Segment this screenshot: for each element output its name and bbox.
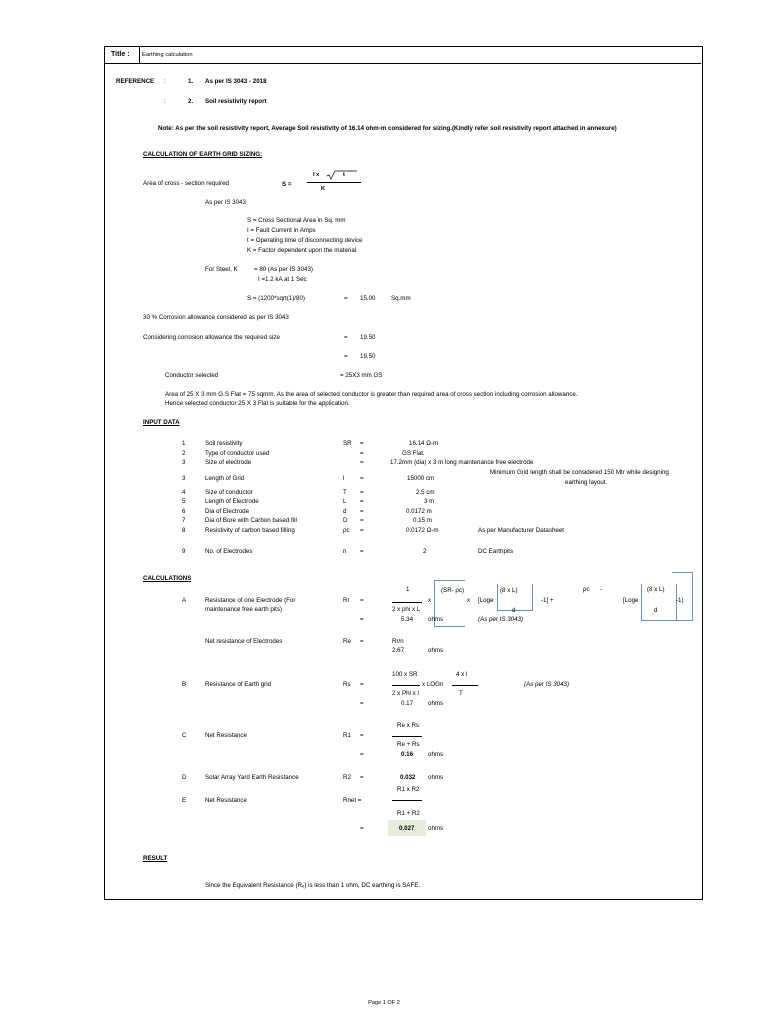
calc-b-label: Resistance of Earth grid: [205, 681, 272, 688]
input-eq: =: [360, 517, 364, 524]
calc-b-value: 0.17: [401, 700, 414, 707]
input-num: 7: [182, 517, 186, 524]
calc-a-rho: ρc: [583, 586, 590, 593]
input-label: Dia of Bore with Carbon based fill: [205, 517, 297, 524]
result-text: Since the Equivalent Resistance (Rₑ) is less than 1 ohm, DC earthing is SAFE.: [205, 882, 421, 889]
input-value: 2.5 cm: [416, 489, 435, 496]
required-size-value: 19.50: [360, 334, 376, 341]
calc-a-len1: (8 x L): [500, 587, 518, 594]
sqrt-icon: [326, 170, 358, 180]
input-label: Resistivity of carbon based filling: [205, 527, 295, 534]
required-size-value-2: 19.50: [360, 353, 376, 360]
input-symbol: T: [343, 489, 347, 496]
input-num: 9: [182, 548, 186, 555]
calc-b-num: 100 x SR: [392, 671, 418, 678]
input-num: 4: [182, 489, 186, 496]
input-num: 2: [182, 450, 186, 457]
calc-c-unit: ohms: [428, 751, 444, 758]
title-bar: [104, 46, 701, 64]
reference-num-2: 2.: [188, 98, 194, 105]
calc-d-unit: ohms: [428, 774, 444, 781]
calc-a-symbol: Rr: [343, 597, 350, 604]
calc-d-value: 0.032: [400, 774, 416, 781]
input-num: 6: [182, 508, 186, 515]
as-per-is: As per IS 3043: [205, 199, 246, 206]
required-eq-2: =: [344, 353, 348, 360]
calc-d-symbol: R2: [343, 774, 351, 781]
calc-b-eq: =: [360, 681, 364, 688]
title-value: Earthing calculation: [142, 52, 193, 58]
calc-re-value: 2.67: [392, 647, 405, 654]
calculations-heading: CALCULATIONS: [143, 575, 192, 582]
calc-c-den: Re + Rs: [397, 741, 420, 748]
reference-item-2: Soil resistivity report: [205, 98, 267, 105]
calc-a-label-2: maintenance free earth pits): [205, 606, 283, 613]
input-label: No. of Electrodes: [205, 548, 253, 555]
input-label: Soil resistivity: [205, 440, 243, 447]
calc-c-eq2: =: [360, 751, 364, 758]
input-value: 16.14 Ω-m: [409, 440, 439, 447]
input-eq: =: [360, 498, 364, 505]
calc-c-label: Net Resistance: [205, 732, 247, 739]
calc-b-symbol: Rs: [343, 681, 351, 688]
calc-b-den: 2 x Phi x l: [392, 690, 419, 697]
calc-a-eq2: =: [360, 616, 364, 623]
calc-e-label: Net Resistance: [205, 797, 247, 804]
input-symbol: d: [343, 508, 347, 515]
calc-a-log2: [Loge: [623, 597, 639, 604]
calc-b-eq2: =: [360, 700, 364, 707]
input-symbol: SR: [343, 440, 352, 447]
calc-a-log1: [Loge: [478, 597, 494, 604]
calc-c-bar: [392, 736, 422, 737]
calc-a-den: 2 x phi x L: [392, 606, 421, 613]
conductor-label: Conductor selected: [165, 372, 219, 379]
grid-note-2: earthing layout.: [565, 479, 608, 486]
calc-e-den: R1 + R2: [397, 810, 420, 817]
formula-num-t: t: [343, 172, 345, 178]
calc-a-len2: (8 x L): [647, 586, 665, 593]
input-label: Length of Electrode: [205, 498, 259, 505]
calc-a-sr: (SR- ρc): [441, 587, 465, 594]
input-label: Length of Grid: [205, 475, 245, 482]
reference-colon-1: :: [164, 78, 166, 85]
calc-a-bar: [392, 602, 422, 603]
input-num: 8: [182, 527, 186, 534]
formula-num-i: I x: [313, 172, 320, 178]
calc-b-mid: x LOGn: [422, 681, 444, 688]
calc-e-symbol: Rnet =: [343, 797, 362, 804]
result-heading: RESULT: [143, 855, 168, 862]
input-data-heading: INPUT DATA: [143, 419, 180, 426]
input-eq: =: [360, 489, 364, 496]
input-value: GS Flat.: [402, 450, 425, 457]
calc-c-num: Re x Rs: [397, 722, 420, 729]
input-value: 17.2mm (dia) x 3 m long maintenance free electrode: [390, 459, 534, 466]
grid-note-1: Minimum Grid length shall be considered 150 Mtr while designing: [490, 469, 669, 476]
calc-a-eq: =: [360, 597, 364, 604]
formula-den-k: K: [321, 186, 326, 192]
def-k: K = Factor dependent upon the material: [247, 247, 357, 254]
def-t: t = Operating time of disconnecting device: [247, 237, 363, 244]
calc-a-x2: x: [467, 597, 471, 604]
calc-c-eq: =: [360, 732, 364, 739]
title-label: Title :: [111, 51, 130, 58]
calc-a-ref: (As per IS 3043): [478, 616, 524, 623]
calc-a-x1: x: [428, 597, 432, 604]
input-eq: =: [360, 508, 364, 515]
input-extra: DC Earthpits: [478, 548, 514, 555]
sizing-heading: CALCULATION OF EARTH GRID SIZING:: [143, 151, 263, 158]
input-value: 0.0172 m: [406, 508, 432, 515]
s-formula: S = (1200*sqrt(1)/80): [247, 295, 305, 302]
calc-re-symbol: Re: [343, 638, 351, 645]
calc-b-bar-1: [392, 685, 420, 686]
input-eq: =: [360, 475, 364, 482]
def-i: I = Fault Current in Amps: [247, 227, 316, 234]
input-num: 1: [182, 440, 186, 447]
calc-re-label: Net resistance of Electrodes: [205, 638, 283, 645]
title-separator: [139, 46, 140, 64]
input-eq: =: [360, 440, 364, 447]
calc-d-eq: =: [360, 774, 364, 781]
calc-c-letter: C: [182, 732, 187, 739]
steel-i: I =1.2 kA at 1 Sec: [258, 276, 307, 283]
calc-a-unit: ohms: [428, 616, 444, 623]
calc-re-eq: =: [360, 638, 364, 645]
calc-a-m1: -1] +: [541, 597, 554, 604]
input-label: Size of electrode: [205, 459, 252, 466]
calc-c-value: 0.16: [401, 751, 414, 758]
input-extra: As per Manufacturer Datasheet: [478, 527, 564, 534]
input-eq: =: [360, 450, 364, 457]
input-value: 15000 cm: [407, 475, 435, 482]
reference-colon-2: :: [164, 98, 166, 105]
calc-b-num2: 4 x l: [456, 671, 468, 678]
required-size-label: Considering corrosion allowance the required size: [143, 334, 280, 341]
calc-e-letter: E: [182, 797, 187, 804]
page-footer: Page 1 OF 2: [368, 1000, 400, 1006]
calc-b-bar-2: [452, 685, 478, 686]
reference-label: REFERENCE: [116, 78, 155, 85]
input-symbol: ρc: [343, 527, 350, 534]
input-num: 3: [182, 459, 186, 466]
calc-re-formula: Rr/n: [392, 638, 404, 645]
input-label: Dia of Electrode: [205, 508, 250, 515]
area-label: Area of cross - section required: [143, 180, 229, 187]
steel-label: For Steel, K: [205, 266, 238, 273]
note: Note: As per the soil resistivity report, Average Soil resistivity of 16.14 ohm-m considered for sizing.(Kindly refer soil resistivity report attached in annexure): [158, 125, 617, 132]
input-value: 0.15 m: [413, 517, 432, 524]
input-eq: =: [360, 548, 364, 555]
calc-e-unit: ohms: [428, 825, 444, 832]
corrosion-note: 30 % Corrosion allowance considered as per IS 3043: [143, 314, 289, 321]
calc-a-d1: d: [512, 607, 516, 614]
calc-d-label: Solar Array Yard Earth Resistance: [205, 774, 299, 781]
reference-item-1: As per IS 3043 - 2018: [205, 78, 267, 85]
conductor-para-1: Area of 25 X 3 mm G.S Flat = 75 sqmm. As the area of selected conductor is greater than required area of cross section including corrosion allowance.: [165, 391, 578, 398]
s-equals: S =: [282, 181, 292, 188]
input-label: Type of conductor used: [205, 450, 270, 457]
calc-a-dash: -: [600, 586, 603, 593]
calc-b-letter: B: [182, 681, 187, 688]
calc-d-letter: D: [182, 774, 187, 781]
input-value: 2: [423, 548, 427, 555]
input-symbol: D: [343, 517, 348, 524]
calc-e-num: R1 x R2: [397, 786, 420, 793]
input-value: 0.0172 Ω-m: [406, 527, 439, 534]
input-value: 3 m: [424, 498, 435, 505]
calc-a-value: 5.34: [401, 616, 414, 623]
calc-re-unit: ohms: [428, 647, 444, 654]
input-num: 5: [182, 498, 186, 505]
calc-e-eq2: =: [360, 825, 364, 832]
input-eq: =: [360, 527, 364, 534]
calc-b-den2: T: [459, 690, 463, 697]
calc-c-symbol: R1: [343, 732, 351, 739]
calc-a-label-1: Resistance of one Electrode (For: [205, 597, 296, 604]
reference-num-1: 1.: [188, 78, 194, 85]
calc-e-bar: [392, 800, 422, 801]
calc-a-num: 1: [406, 586, 410, 593]
input-num: 3: [182, 475, 186, 482]
calc-e-value: 0.027: [399, 825, 415, 832]
steel-k: = 80 (As per IS 3043): [254, 266, 313, 273]
calc-b-ref: (As per IS 3043): [524, 681, 570, 688]
input-symbol: l: [343, 475, 345, 482]
calc-a-m2: -1): [676, 597, 684, 604]
conductor-value: = 25X3 mm GS: [340, 372, 383, 379]
calc-a-letter: A: [182, 597, 187, 604]
conductor-para-2: Hence selected conductor 25 X 3 Flat is suitable for the application.: [165, 400, 350, 407]
calc-a-bracket-4: [672, 572, 693, 621]
def-s: S = Cross Sectional Area in Sq. mm: [247, 217, 346, 224]
input-symbol: n: [343, 548, 347, 555]
s-value: 15.00: [360, 295, 376, 302]
formula-fraction-bar: [307, 182, 361, 183]
required-eq: =: [344, 334, 348, 341]
input-label: Size of conductor: [205, 489, 253, 496]
s-unit: Sq.mm: [391, 295, 411, 302]
input-symbol: L: [343, 498, 347, 505]
input-eq: =: [360, 459, 364, 466]
calc-a-d2: d: [654, 607, 658, 614]
s-eq2: =: [344, 295, 348, 302]
calc-b-unit: ohms: [428, 700, 444, 707]
